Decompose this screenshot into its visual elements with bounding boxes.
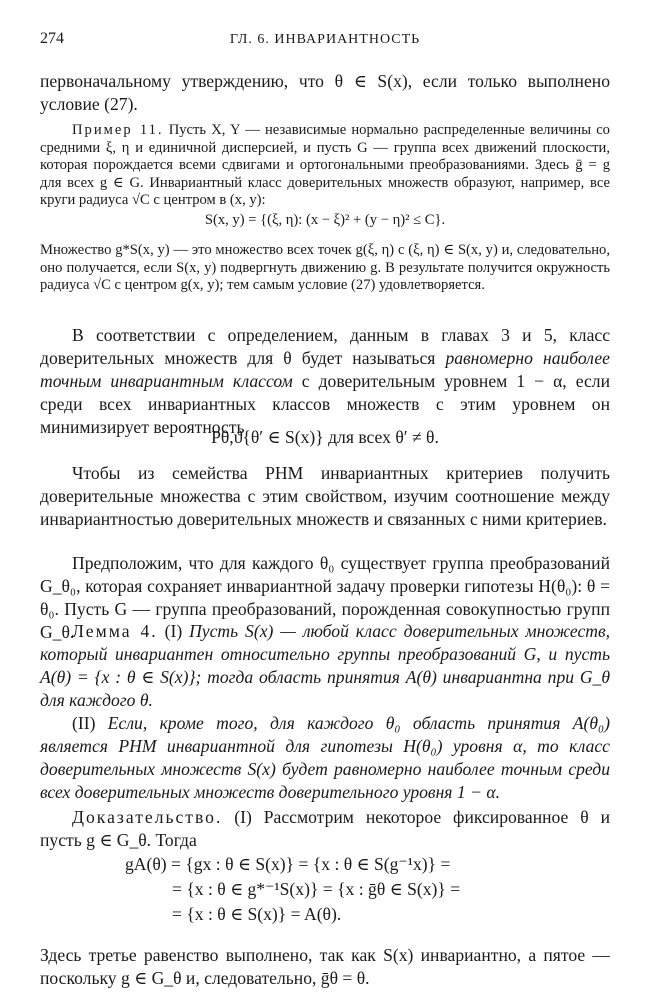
page-number: 274 <box>40 30 64 47</box>
paragraph-invariance: Чтобы из семейства РНМ инвариантных критериев получить доверительные множества с этим свойством, изучим соотношение между инвариантностью доверительных множеств и связанных с ними критериев. <box>40 463 610 529</box>
proof-start <box>40 806 610 852</box>
lemma-part-2-text: Если, кроме того, для каждого θ₀ область принятия A(θ₀) является РНМ инвариантной для гипотезы H(θ₀) уровня α, то класс доверительных множеств S(x) будет равномерно наиболее точным среди всех доверительных множеств доверительного уровня 1 − α. <box>40 713 610 802</box>
example-text: Пусть X, Y — независимые нормально распределенные величины со средними ξ, η и единичной дисперсией, и пусть G — группа всех движений плоскости, которая порождается всеми сдвигами и ортогональными преобразованиями. Здесь ḡ = g для всех g ∈ G. Инвариантный класс доверительных множеств образуют, например, все круги радиуса √C с центром в (x, y): <box>40 122 610 208</box>
definition-text-b: с доверительным уровнем 1 − α, если среди всех инвариантных классов множеств с этим уровнем он минимизирует вероятность <box>40 371 610 437</box>
proof-label: Доказательство. <box>72 807 223 827</box>
lemma-part-2-number: (II) <box>72 713 108 733</box>
paragraph-groups: Предположим, что для каждого θ₀ существует группа преобразований G_θ₀, которая сохраняет инвариантной задачу проверки гипотезы H(θ₀): θ = θ₀. Пусть G — группа преобразований, порожденная совокупностью групп G_θ. <box>40 553 610 642</box>
example-label: Пример 11. <box>72 122 164 138</box>
lemma-label: Лемма 4. <box>72 621 158 641</box>
running-head: ГЛ. 6. ИНВАРИАНТНОСТЬ <box>229 32 421 47</box>
example-11 <box>40 122 610 210</box>
paragraph-intro: первоначальному утверждению, что θ ∈ S(x), если только выполнено условие (27). <box>40 71 610 114</box>
lemma-4-part-1 <box>40 620 610 712</box>
lemma-part-1-number: (I) <box>157 621 190 641</box>
lemma-4-part-2 <box>40 712 610 804</box>
lemma-part-1-text: Пусть S(x) — любой класс доверительных множеств, который инвариантен относительно группы преобразований G, и пусть A(θ) = {x : θ ∈ S(x)}; тогда область принятия A(θ) инвариантна при G_θ для каждого θ. <box>40 621 611 710</box>
paragraph-definition <box>40 324 610 439</box>
proof-text: (I) Рассмотрим некоторое фиксированное θ и пусть g ∈ G_θ. Тогда <box>40 807 610 850</box>
proof-equation-1: gA(θ) = {gx : θ ∈ S(x)} = {x : θ ∈ S(g⁻¹x)} = <box>125 854 451 874</box>
page-header <box>40 30 610 54</box>
proof-equation-2: = {x : θ ∈ g*⁻¹S(x)} = {x : ḡθ ∈ S(x)} = <box>172 879 461 899</box>
proof-equation-3: = {x : θ ∈ S(x)} = A(θ). <box>172 904 342 924</box>
example-formula: S(x, y) = {(ξ, η): (x − ξ)² + (y − η)² ≤ C}. <box>204 212 446 228</box>
definition-text-a: В соответствии с определением, данным в главах 3 и 5, класс доверительных множеств для θ будет называться <box>40 325 610 368</box>
definition-term: равномерно наиболее точным инвариантным классом <box>40 348 610 391</box>
paragraph-conclusion: Здесь третье равенство выполнено, так как S(x) инвариантно, а пятое — поскольку g ∈ G_θ и, следовательно, ḡθ = θ. <box>40 945 610 988</box>
probability-formula: Pθ,ϑ{θ′ ∈ S(x)} для всех θ′ ≠ θ. <box>211 427 439 447</box>
example-continuation: Множество g*S(x, y) — это множество всех точек g(ξ, η) с (ξ, η) ∈ S(x, y) и, следовательно, оно получается, если S(x, y) подвергнуть движению g. В результате получится окружность радиуса √C с центром g(x, y); тем самым условие (27) удовлетворяется. <box>40 242 610 293</box>
